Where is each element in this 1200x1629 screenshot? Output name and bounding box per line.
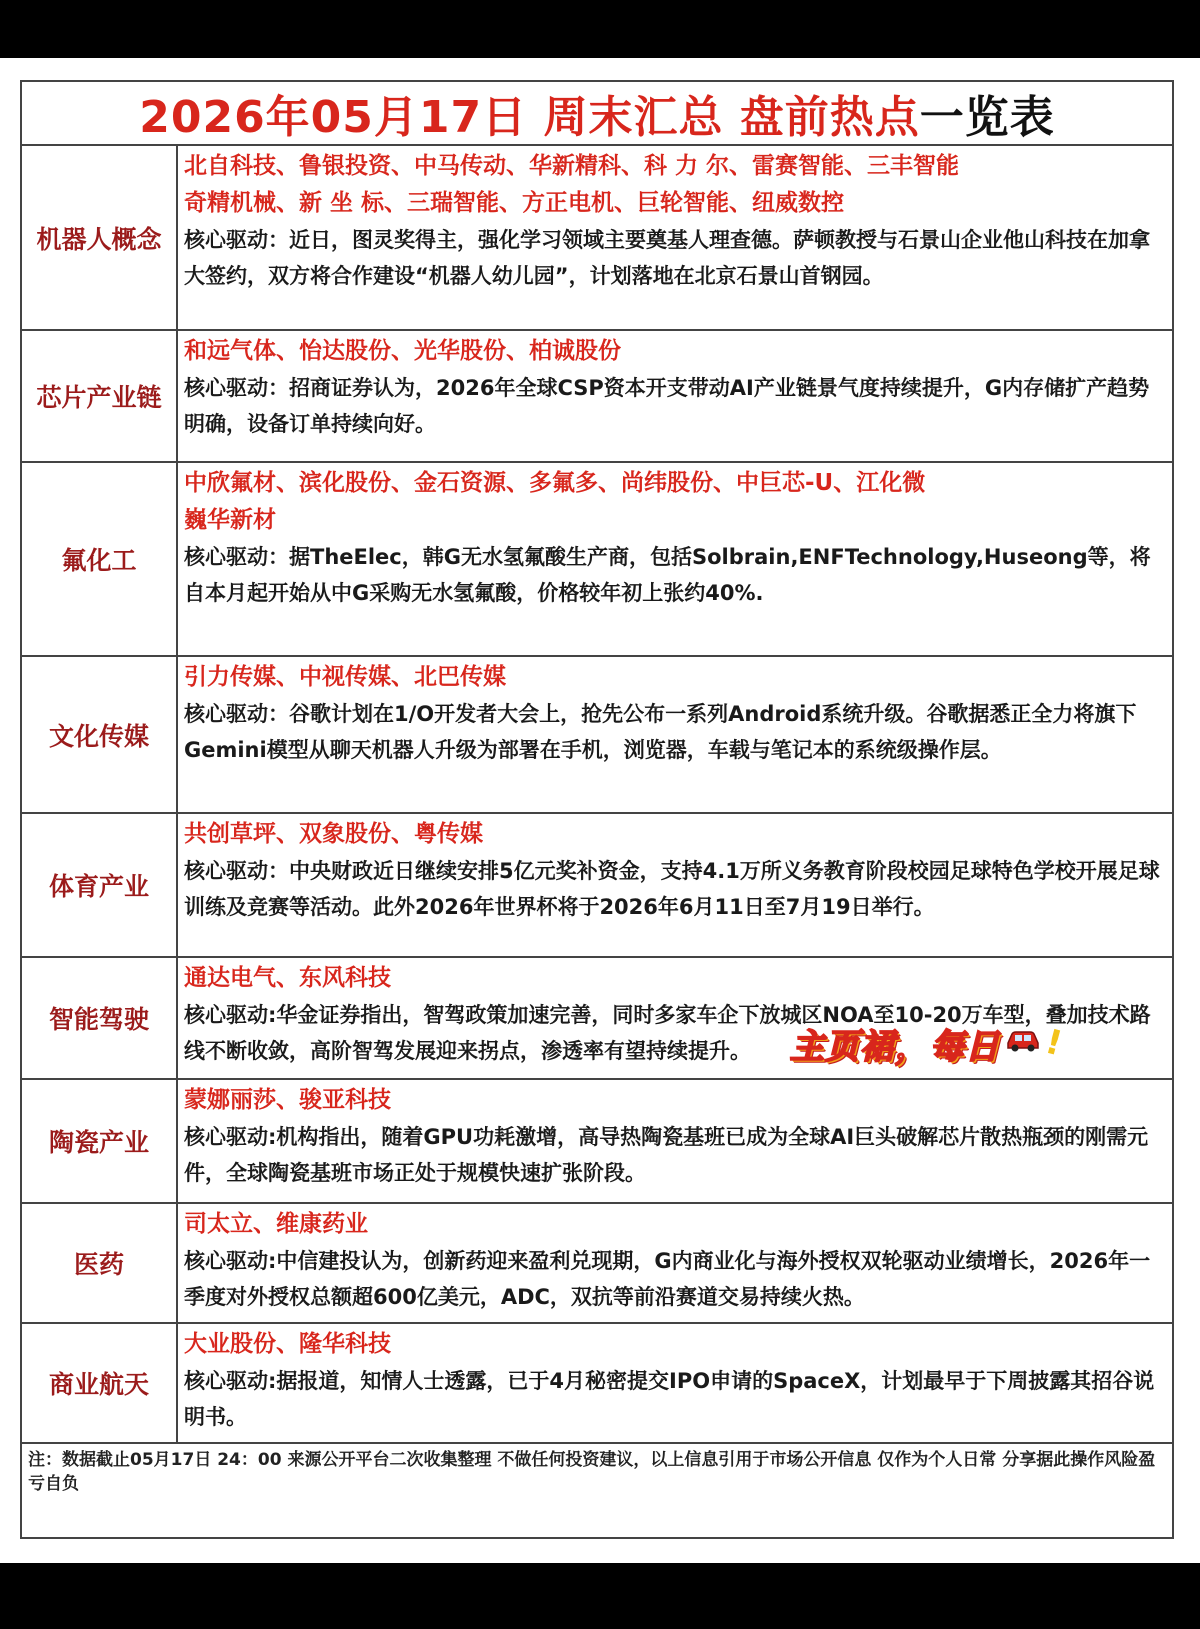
table-row: [22, 1080, 1172, 1204]
stock-list: 奇精机械、新 坐 标、三瑞智能、方正电机、巨轮智能、纽威数控: [184, 190, 845, 216]
sticker-text: 主页裙，每日: [790, 1026, 1000, 1067]
core-driver-text: 核心驱动：招商证券认为，2026年全球CSP资本开支带动AI产业链景气度持续提升，G内存储扩产趋势明确，设备订单持续向好。: [184, 376, 1150, 436]
content-cell: [178, 463, 1172, 655]
content-cell: [178, 814, 1172, 956]
summary-sheet: [0, 58, 1200, 1563]
stock-list: 司太立、维康药业: [184, 1211, 368, 1237]
stock-list: 大业股份、隆华科技: [184, 1331, 391, 1357]
core-driver-text: 核心驱动：据TheElec，韩G无水氢氟酸生产商，包括Solbrain,ENFTechnology,Huseong等，将自本月起开始从中G采购无水氢氟酸，价格较年初上张约40%.: [184, 545, 1151, 605]
core-driver-text: 核心驱动：近日，图灵奖得主，强化学习领域主要奠基人理查德。萨顿教授与石景山企业他山科技在加拿大签约，双方将合作建设“机器人幼儿园”，计划落地在北京石景山首钢园。: [184, 228, 1150, 288]
promo-sticker: [790, 1016, 1067, 1070]
table-row: [22, 1204, 1172, 1324]
disclaimer-note: 注：数据截止05月17日 24：00 来源公开平台二次收集整理 不做任何投资建议，以上信息引用于市场公开信息 仅作为个人日常 分享据此操作风险盈亏自负: [28, 1450, 1156, 1494]
category-cell: 文化传媒: [22, 657, 178, 812]
category-cell: 芯片产业链: [22, 331, 178, 461]
content-cell: [178, 331, 1172, 461]
stock-list: 中欣氟材、滨化股份、金石资源、多氟多、尚纬股份、中巨芯-U、江化微: [184, 470, 926, 496]
content-cell: [178, 146, 1172, 329]
content-cell: [178, 1204, 1172, 1322]
page-title: [22, 82, 1172, 146]
exclamation-icon: !: [1041, 1021, 1067, 1065]
table-row: [22, 1324, 1172, 1444]
content-cell: [178, 1324, 1172, 1442]
table-row: [22, 146, 1172, 331]
table-row: [22, 657, 1172, 814]
car-icon: [1004, 1026, 1042, 1061]
content-cell: [178, 1080, 1172, 1202]
summary-table: [20, 80, 1174, 1539]
core-driver-text: 核心驱动:中信建投认为，创新药迎来盈利兑现期，G内商业化与海外授权双轮驱动业绩增长，2026年一季度对外授权总额超600亿美元，ADC，双抗等前沿赛道交易持续火热。: [184, 1249, 1151, 1309]
category-cell: 体育产业: [22, 814, 178, 956]
table-row: [22, 814, 1172, 958]
stock-list: 共创草坪、双象股份、粤传媒: [184, 821, 483, 847]
stock-list: 蒙娜丽莎、骏亚科技: [184, 1087, 391, 1113]
stock-list: 和远气体、怡达股份、光华股份、柏诚股份: [184, 338, 621, 364]
core-driver-text: 核心驱动:机构指出，随着GPU功耗激增，高导热陶瓷基班已成为全球AI巨头破解芯片散热瓶颈的刚需元件，全球陶瓷基班市场正处于规模快速扩张阶段。: [184, 1125, 1149, 1185]
core-driver-text: 核心驱动:华金证券指出，智驾政策加速完善，同时多家车企下放城区NOA至10-20万车型，叠加技术路线不断收敛，高阶智驾发展迎来拐点，渗透率有望持续提升。: [184, 1003, 1151, 1063]
core-driver-text: 核心驱动：谷歌计划在1/O开发者大会上，抢先公布一系列Android系统升级。谷歌据悉正全力将旗下Gemini模型从聊天机器人升级为部署在手机，浏览器，车载与笔记本的系统级操作层。: [184, 702, 1137, 762]
category-cell: 医药: [22, 1204, 178, 1322]
core-driver-text: 核心驱动:据报道，知情人士透露，已于4月秘密提交IPO申请的SpaceX，计划最早于下周披露其招谷说明书。: [184, 1369, 1155, 1429]
stock-list: 引力传媒、中视传媒、北巴传媒: [184, 664, 506, 690]
table-row: [22, 463, 1172, 657]
title-dark-part: 一览表: [919, 92, 1055, 143]
stock-list: 巍华新材: [184, 507, 276, 533]
table-row: [22, 331, 1172, 463]
category-cell: 商业航天: [22, 1324, 178, 1442]
content-cell: [178, 657, 1172, 812]
category-cell: 陶瓷产业: [22, 1080, 178, 1202]
category-cell: 智能驾驶: [22, 958, 178, 1078]
stock-list: 北自科技、鲁银投资、中马传动、华新精科、科 力 尔、雷赛智能、三丰智能: [184, 153, 960, 179]
category-cell: 机器人概念: [22, 146, 178, 329]
title-red-part: 2026年05月17日 周末汇总 盘前热点: [139, 92, 920, 143]
core-driver-text: 核心驱动：中央财政近日继续安排5亿元奖补资金，支持4.1万所义务教育阶段校园足球特色学校开展足球训练及竞赛等活动。此外2026年世界杯将于2026年6月11日至7月19日举行。: [184, 859, 1160, 919]
stock-list: 通达电气、东风科技: [184, 965, 391, 991]
category-cell: 氟化工: [22, 463, 178, 655]
